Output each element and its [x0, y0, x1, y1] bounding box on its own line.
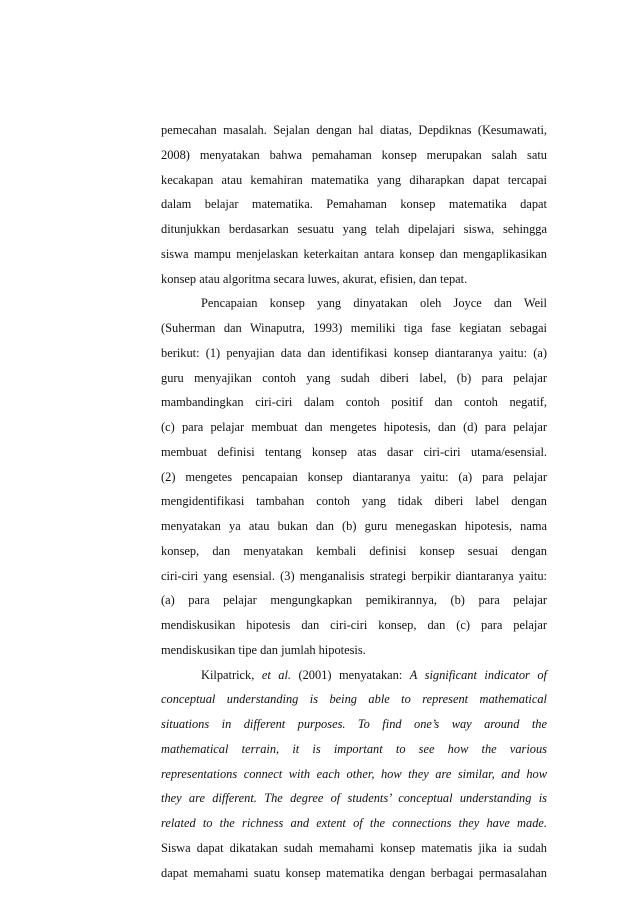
text-line: Siswa dapat dikatakan sudah memahami konsep matematis jika ia sudah	[161, 840, 547, 855]
text-line: guru menyajikan contoh yang sudah diberi label, (b) para pelajar	[161, 370, 547, 385]
text-line: 2008) menyatakan bahwa pemahaman konsep merupakan salah satu	[161, 147, 547, 162]
text-line: siswa mampu menjelaskan keterkaitan antara konsep dan mengaplikasikan	[161, 246, 547, 261]
quote-line: conceptual understanding is being able to represent mathematical	[161, 692, 547, 707]
paragraph-3	[161, 663, 547, 886]
quote-line: related to the richness and extent of the connections they have made.	[161, 816, 547, 830]
text-line: mengidentifikasi tambahan contoh yang tidak diberi label dengan	[161, 494, 547, 509]
paragraph-2	[161, 291, 547, 662]
text-line: menyatakan ya atau bukan dan (b) guru menegaskan hipotesis, nama	[161, 519, 547, 533]
text-line	[161, 663, 547, 688]
text-line: membuat definisi tentang konsep atas dasar ciri-ciri utama/esensial.	[161, 444, 547, 459]
text-line: Pencapaian konsep yang dinyatakan oleh Joyce dan Weil	[201, 296, 547, 311]
text-line: berikut: (1) penyajian data dan identifikasi konsep diantaranya yaitu: (a)	[161, 345, 547, 360]
text-line: konsep atau algoritma secara luwes, akurat, efisien, dan tepat.	[161, 271, 468, 286]
text-line: (c) para pelajar membuat dan mengetes hipotesis, dan (d) para pelajar	[161, 420, 547, 434]
text-line: konsep, dan menyatakan kembali definisi konsep sesuai dengan	[161, 543, 547, 558]
text-line: kecakapan atau kemahiran matematika yang diharapkan dapat tercapai	[161, 172, 547, 187]
quote-line: they are different. The degree of students’ conceptual understanding is	[161, 791, 547, 806]
body-text	[161, 118, 547, 885]
text-line: pemecahan masalah. Sejalan dengan hal diatas, Depdiknas (Kesumawati,	[161, 123, 547, 137]
text-line: mendiskusikan hipotesis dan ciri-ciri konsep, dan (c) para pelajar	[161, 618, 547, 632]
quote-line: representations connect with each other, how they are similar, and how	[161, 766, 547, 781]
citation-author: Kilpatrick,	[201, 667, 262, 682]
text-line: (a) para pelajar mengungkapkan pemikirannya, (b) para pelajar	[161, 593, 547, 608]
paragraph-1	[161, 118, 547, 291]
text-line: (Suherman dan Winaputra, 1993) memiliki tiga fase kegiatan sebagai	[161, 321, 547, 335]
quote-line: mathematical terrain, it is important to see how the various	[161, 741, 547, 756]
text-line: ciri-ciri yang esensial. (3) menganalisis strategi berpikir diantaranya yaitu:	[161, 568, 547, 583]
citation-etal: et al.	[261, 667, 291, 682]
quote-start: A significant indicator of	[409, 667, 547, 682]
citation-rest: (2001) menyatakan:	[291, 667, 410, 682]
text-line: ditunjukkan berdasarkan sesuatu yang telah dipelajari siswa, sehingga	[161, 222, 547, 236]
text-line: mambandingkan ciri-ciri dalam contoh positif dan contoh negatif,	[161, 395, 547, 410]
text-line: dapat memahami suatu konsep matematika dengan berbagai permasalahan	[161, 865, 547, 880]
text-line: (2) mengetes pencapaian konsep diantaranya yaitu: (a) para pelajar	[161, 469, 547, 484]
text-line: dalam belajar matematika. Pemahaman konsep matematika dapat	[161, 197, 547, 212]
text-line: mendiskusikan tipe dan jumlah hipotesis.	[161, 642, 366, 657]
quote-line: situations in different purposes. To find one’s way around the	[161, 717, 547, 731]
